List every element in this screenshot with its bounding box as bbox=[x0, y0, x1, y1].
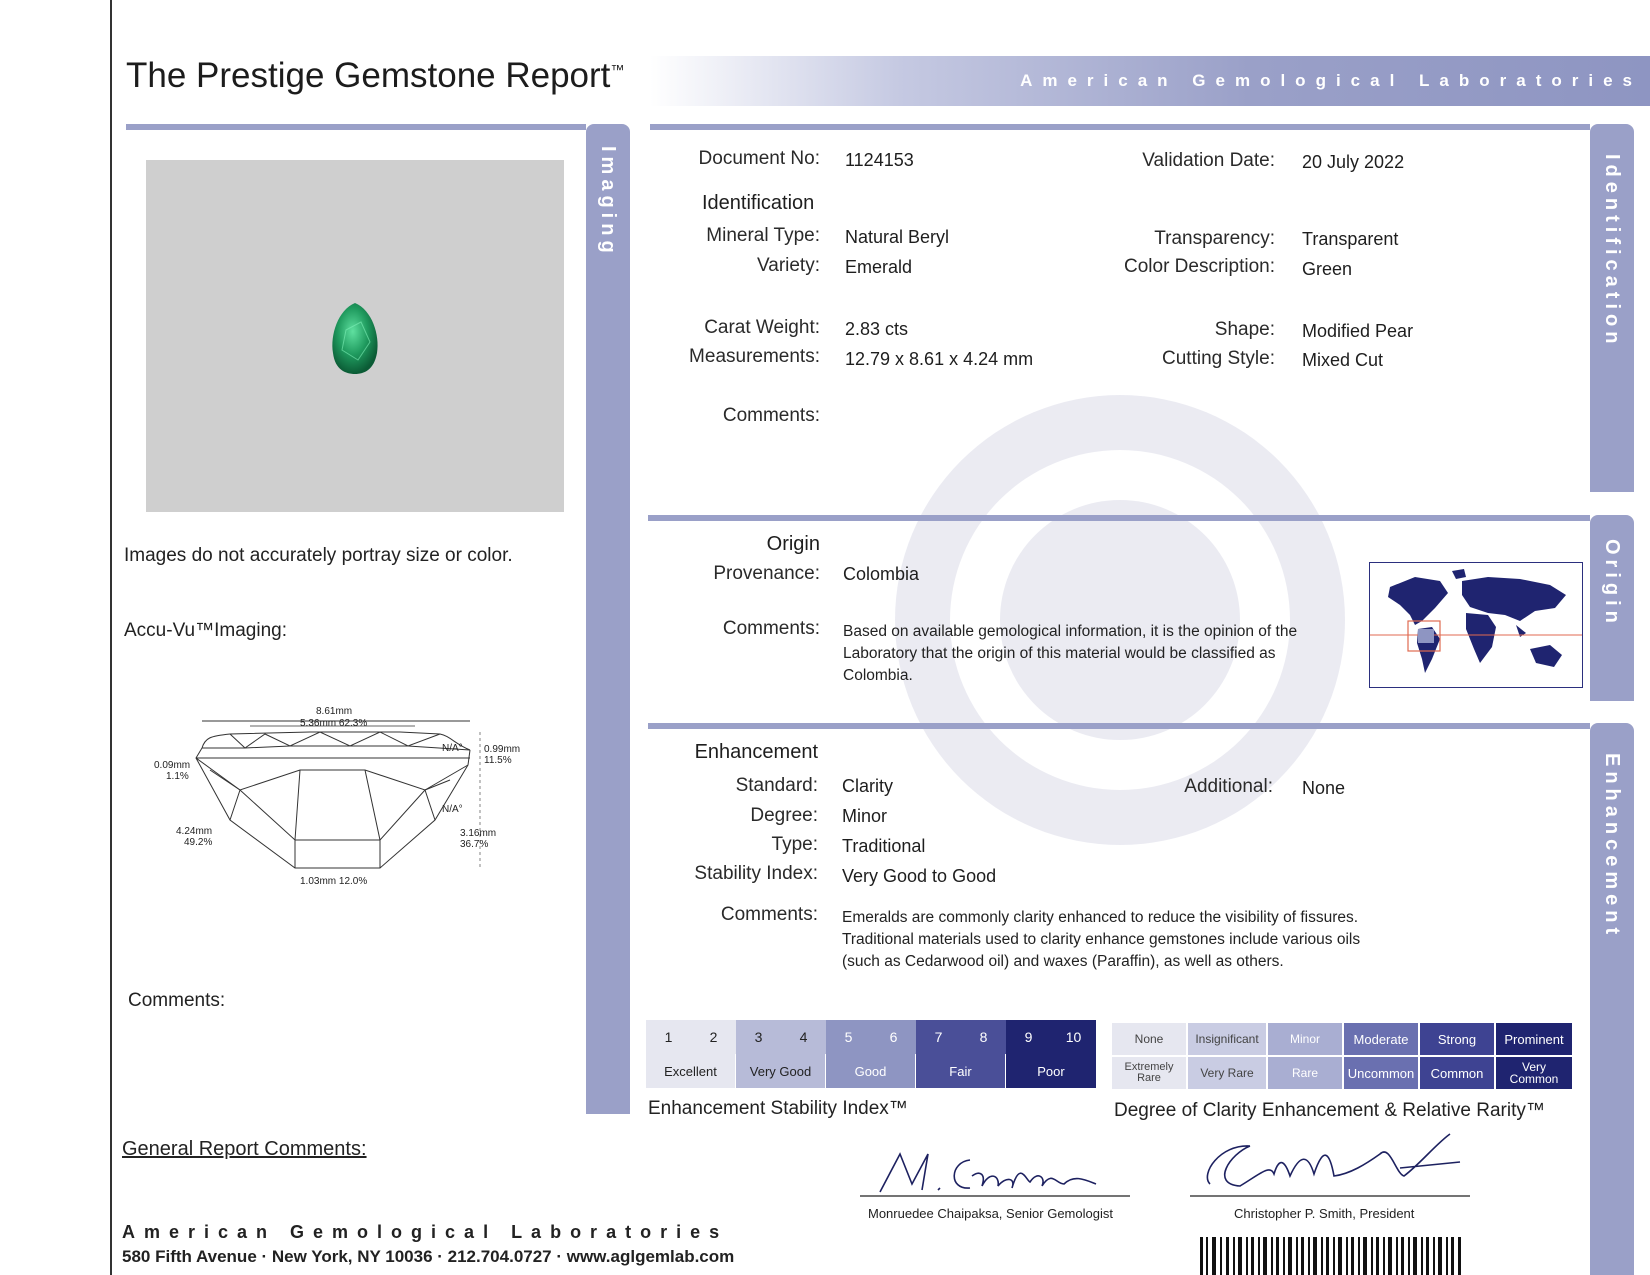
barcode-bar bbox=[1308, 1237, 1310, 1275]
barcode-bar bbox=[1388, 1237, 1392, 1275]
barcode-bar bbox=[1426, 1237, 1429, 1275]
identification-tab bbox=[1590, 124, 1634, 492]
mineral-type: Natural Beryl bbox=[845, 227, 950, 247]
trademark-mark: ™ bbox=[610, 61, 625, 78]
diagram-width: 8.61mm bbox=[316, 706, 353, 717]
cutting-style-label: Cutting Style: bbox=[1162, 348, 1275, 369]
scale-number: 7 bbox=[916, 1020, 961, 1054]
diagram-crown-right: 0.99mm bbox=[484, 744, 521, 755]
origin-comments-line: Colombia. bbox=[843, 667, 913, 684]
barcode-bar bbox=[1206, 1237, 1208, 1275]
barcode-bar bbox=[1200, 1237, 1203, 1275]
origin-comments bbox=[843, 621, 1297, 687]
barcode-bar bbox=[1212, 1237, 1216, 1275]
diagram-na-mid: N/A° bbox=[442, 804, 463, 815]
enhancement-comments-line: (such as Cedarwood oil) and waxes (Paraffin), as well as others. bbox=[842, 953, 1284, 970]
scale-grade: Fair bbox=[916, 1054, 1005, 1088]
transparency-label: Transparency: bbox=[1154, 228, 1275, 249]
origin-tab-label: Origin bbox=[1601, 539, 1623, 628]
lab-banner bbox=[650, 56, 1650, 106]
rarity-degree: Insignificant bbox=[1188, 1023, 1266, 1055]
scale-grade: Excellent bbox=[646, 1054, 735, 1088]
page-binding-edge bbox=[110, 0, 112, 1275]
barcode-bar bbox=[1333, 1237, 1335, 1275]
lab-banner-text: American Gemological Laboratories bbox=[1020, 71, 1642, 90]
barcode-bar bbox=[1401, 1237, 1404, 1275]
scale-number: 9 bbox=[1006, 1020, 1051, 1054]
shape: Modified Pear bbox=[1302, 321, 1414, 341]
measurements-label: Measurements: bbox=[689, 346, 820, 367]
barcode-bar bbox=[1446, 1237, 1448, 1275]
origin-comments-label: Comments: bbox=[722, 618, 820, 639]
diagram-depth-pct: 49.2% bbox=[184, 837, 213, 848]
scale-grade: Good bbox=[826, 1054, 915, 1088]
emerald-photo bbox=[146, 160, 564, 512]
imaging-tab bbox=[586, 124, 630, 1114]
barcode-bar bbox=[1433, 1237, 1435, 1275]
transparency: Transparent bbox=[1302, 229, 1399, 249]
scale-number: 2 bbox=[691, 1020, 736, 1054]
diagram-crown-left-pct: 1.1% bbox=[166, 771, 189, 782]
rarity-level: Rare bbox=[1268, 1057, 1342, 1089]
diagram-crown-left: 0.09mm bbox=[154, 760, 191, 771]
footer-address: 580 Fifth Avenue · New York, NY 10036 · 212.704.0727 · www.aglgemlab.com bbox=[122, 1247, 735, 1266]
barcode-bar bbox=[1271, 1237, 1273, 1275]
barcode-bar bbox=[1296, 1237, 1298, 1275]
carat-weight-label: Carat Weight: bbox=[704, 317, 820, 338]
type-label: Type: bbox=[771, 834, 818, 855]
diagram-table: 5.36mm 62.3% bbox=[300, 718, 368, 729]
scale-grade: Very Good bbox=[736, 1054, 825, 1088]
barcode-bar bbox=[1363, 1237, 1367, 1275]
imaging-top-bar bbox=[126, 124, 586, 130]
diagram-crown-right-pct: 11.5% bbox=[484, 755, 512, 766]
shape-label: Shape: bbox=[1214, 319, 1275, 340]
additional-label: Additional: bbox=[1184, 776, 1273, 797]
barcode-bar bbox=[1413, 1237, 1417, 1275]
barcode-bar bbox=[1396, 1237, 1398, 1275]
standard-label: Standard: bbox=[735, 775, 818, 796]
proportion-diagram bbox=[150, 706, 530, 890]
enhancement-comments-line: Emeralds are commonly clarity enhanced to reduce the visibility of fissures. bbox=[842, 909, 1359, 926]
additional: None bbox=[1302, 778, 1346, 798]
stability-index: Very Good to Good bbox=[842, 866, 997, 886]
document-no: 1124153 bbox=[845, 150, 914, 170]
document-no-label: Document No: bbox=[698, 148, 820, 169]
barcode-bar bbox=[1251, 1237, 1254, 1275]
stability-scale-caption: Enhancement Stability Index™ bbox=[648, 1098, 908, 1119]
color-description-label: Color Description: bbox=[1124, 256, 1275, 277]
imaging-disclaimer: Images do not accurately portray size or color. bbox=[124, 545, 513, 566]
footer-lab-name: American Gemological Laboratories bbox=[122, 1222, 729, 1242]
barcode-bar bbox=[1263, 1237, 1267, 1275]
barcode bbox=[1200, 1237, 1462, 1275]
rarity-degree: Moderate bbox=[1344, 1023, 1418, 1055]
barcode-bar bbox=[1233, 1237, 1235, 1275]
barcode-bar bbox=[1288, 1237, 1292, 1275]
rarity-level: Common bbox=[1420, 1057, 1494, 1089]
barcode-bar bbox=[1458, 1237, 1461, 1275]
barcode-bar bbox=[1301, 1237, 1304, 1275]
barcode-bar bbox=[1451, 1237, 1454, 1275]
diagram-depth: 4.24mm bbox=[176, 826, 213, 837]
type: Traditional bbox=[842, 836, 926, 856]
gem-photo-frame bbox=[146, 160, 564, 512]
enhancement-tab-label: Enhancement bbox=[1601, 753, 1623, 940]
identification-tab-label: Identification bbox=[1601, 154, 1623, 349]
barcode-bar bbox=[1246, 1237, 1248, 1275]
origin-comments-line: Laboratory that the origin of this material would be classified as bbox=[843, 645, 1276, 662]
barcode-bar bbox=[1226, 1237, 1229, 1275]
barcode-bar bbox=[1220, 1237, 1222, 1275]
signer-1: Monruedee Chaipaksa, Senior Gemologist bbox=[868, 1206, 1113, 1221]
imaging-comments-label: Comments: bbox=[128, 990, 226, 1011]
standard: Clarity bbox=[842, 776, 894, 796]
identification-top-bar bbox=[650, 124, 1590, 130]
scale-number: 5 bbox=[826, 1020, 871, 1054]
provenance-label: Provenance: bbox=[713, 563, 820, 584]
identification-heading: Identification bbox=[702, 192, 815, 214]
barcode-bar bbox=[1283, 1237, 1285, 1275]
report-title-text: The Prestige Gemstone Report bbox=[126, 56, 611, 95]
stability-index-label: Stability Index: bbox=[694, 863, 818, 884]
barcode-bar bbox=[1421, 1237, 1423, 1275]
barcode-bar bbox=[1371, 1237, 1373, 1275]
validation-date: 20 July 2022 bbox=[1302, 152, 1405, 172]
rarity-degree: Minor bbox=[1268, 1023, 1342, 1055]
cutting-style: Mixed Cut bbox=[1302, 350, 1384, 370]
barcode-bar bbox=[1438, 1237, 1442, 1275]
signature-smith bbox=[1190, 1124, 1470, 1204]
rarity-level: Very Common bbox=[1496, 1057, 1572, 1089]
imaging-tab-label: Imaging bbox=[597, 146, 619, 258]
diagram-na-top: N/A° bbox=[442, 743, 463, 754]
rarity-level: Extremely Rare bbox=[1112, 1057, 1186, 1089]
signer-2: Christopher P. Smith, President bbox=[1234, 1206, 1415, 1221]
scale-number: 8 bbox=[961, 1020, 1006, 1054]
degree-label: Degree: bbox=[750, 805, 818, 826]
origin-heading: Origin bbox=[766, 533, 820, 555]
rarity-scale bbox=[1112, 1023, 1572, 1089]
barcode-bar bbox=[1351, 1237, 1354, 1275]
origin-top-bar bbox=[648, 515, 1590, 521]
barcode-bar bbox=[1326, 1237, 1329, 1275]
provenance: Colombia bbox=[843, 564, 920, 584]
scale-number: 10 bbox=[1051, 1020, 1096, 1054]
scale-number: 3 bbox=[736, 1020, 781, 1054]
barcode-bar bbox=[1346, 1237, 1348, 1275]
barcode-bar bbox=[1376, 1237, 1379, 1275]
mineral-type-label: Mineral Type: bbox=[706, 225, 820, 246]
barcode-bar bbox=[1358, 1237, 1360, 1275]
barcode-bar bbox=[1383, 1237, 1385, 1275]
general-report-comments: General Report Comments: bbox=[122, 1138, 367, 1160]
enhancement-top-bar bbox=[648, 723, 1590, 729]
rarity-scale-caption: Degree of Clarity Enhancement & Relative Rarity™ bbox=[1114, 1100, 1545, 1121]
stability-scale bbox=[646, 1020, 1096, 1088]
scale-number: 4 bbox=[781, 1020, 826, 1054]
barcode-bar bbox=[1338, 1237, 1342, 1275]
rarity-degree: Prominent bbox=[1496, 1023, 1572, 1055]
rarity-level: Uncommon bbox=[1344, 1057, 1418, 1089]
origin-comments-line: Based on available gemological information, it is the opinion of the bbox=[843, 623, 1298, 640]
accu-vu-label: Accu-Vu™Imaging: bbox=[124, 620, 287, 641]
scale-number: 6 bbox=[871, 1020, 916, 1054]
color-description: Green bbox=[1302, 259, 1353, 279]
validation-date-label: Validation Date: bbox=[1142, 150, 1275, 171]
world-map-graphic bbox=[1370, 563, 1582, 687]
agl-watermark-seal bbox=[890, 390, 1350, 850]
diagram-pavilion-pct: 36.7% bbox=[460, 839, 489, 850]
barcode-bar bbox=[1313, 1237, 1317, 1275]
scale-number: 1 bbox=[646, 1020, 691, 1054]
degree: Minor bbox=[842, 806, 888, 826]
diagram-culet: 1.03mm 12.0% bbox=[300, 876, 368, 887]
origin-tab bbox=[1590, 515, 1634, 701]
rarity-degree: Strong bbox=[1420, 1023, 1494, 1055]
diagram-pavilion: 3.16mm bbox=[460, 828, 497, 839]
signature-chaipaksa bbox=[860, 1140, 1130, 1200]
enhancement-tab bbox=[1590, 723, 1634, 1275]
enhancement-comments-label: Comments: bbox=[720, 904, 818, 925]
rarity-level: Very Rare bbox=[1188, 1057, 1266, 1089]
scale-grade: Poor bbox=[1006, 1054, 1096, 1088]
variety: Emerald bbox=[845, 257, 913, 277]
enhancement-comments-line: Traditional materials used to clarity enhance gemstones include various oils bbox=[842, 931, 1361, 948]
enhancement-heading: Enhancement bbox=[694, 741, 818, 763]
barcode-bar bbox=[1238, 1237, 1242, 1275]
barcode-bar bbox=[1258, 1237, 1260, 1275]
barcode-bar bbox=[1408, 1237, 1410, 1275]
enhancement-comments bbox=[842, 907, 1360, 973]
barcode-bar bbox=[1321, 1237, 1323, 1275]
report-title bbox=[126, 56, 624, 96]
barcode-bar bbox=[1276, 1237, 1279, 1275]
measurements: 12.79 x 8.61 x 4.24 mm bbox=[845, 349, 1034, 369]
carat-weight: 2.83 cts bbox=[845, 319, 909, 339]
rarity-degree: None bbox=[1112, 1023, 1186, 1055]
gem-profile-diagram bbox=[150, 710, 530, 890]
variety-label: Variety: bbox=[756, 255, 820, 276]
identification-comments-label: Comments: bbox=[722, 405, 820, 426]
world-map bbox=[1369, 562, 1583, 688]
